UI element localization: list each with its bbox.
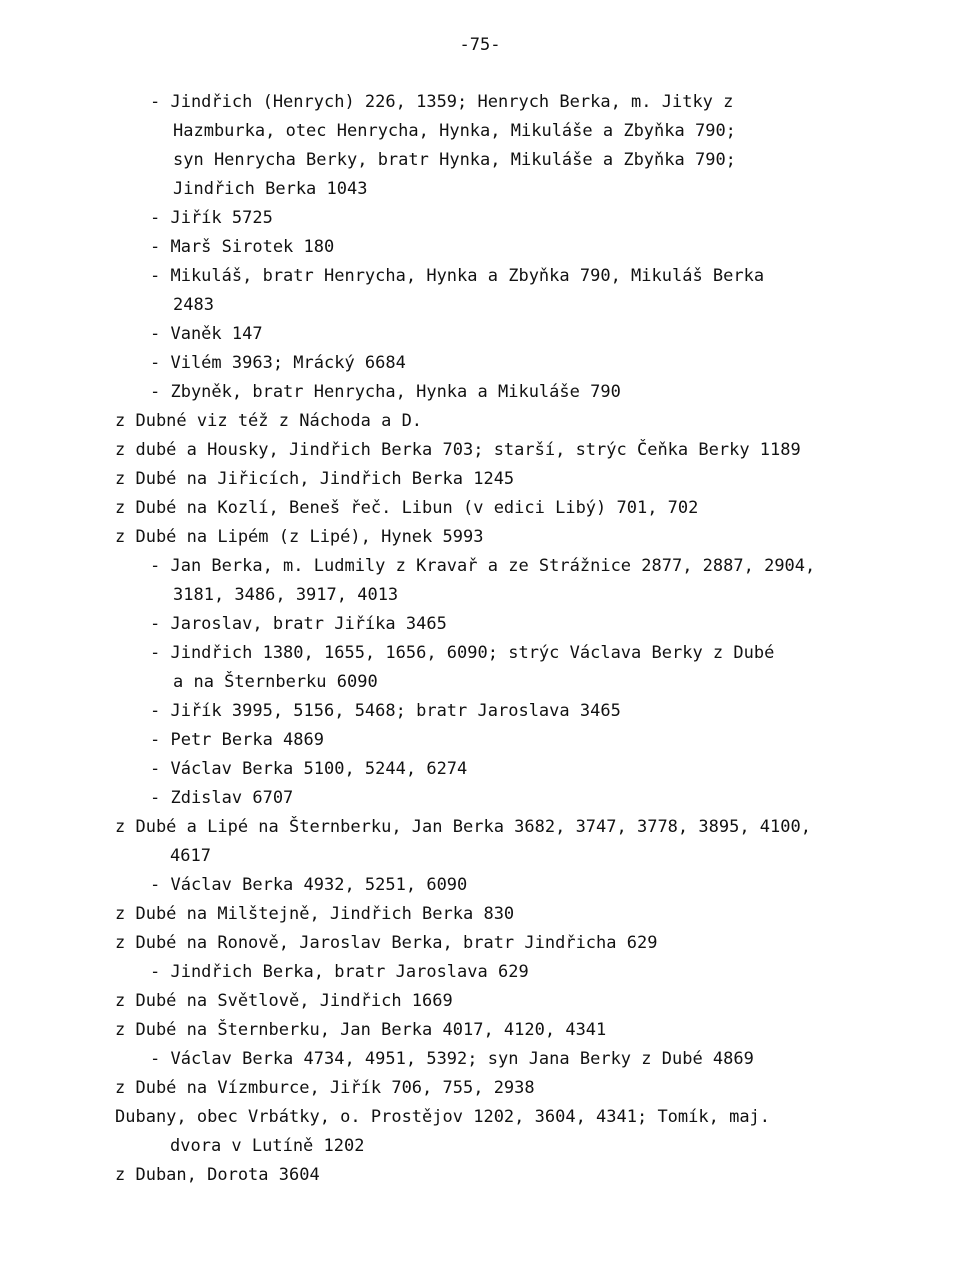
- index-entry: z Dubé na Vízmburce, Jiřík 706, 755, 2938: [115, 1078, 535, 1098]
- index-entry: - Jan Berka, m. Ludmily z Kravař a ze Strážnice 2877, 2887, 2904,: [150, 556, 816, 576]
- index-entry: - Václav Berka 5100, 5244, 6274: [150, 759, 468, 779]
- index-entry: z Dubé na Světlově, Jindřich 1669: [115, 991, 453, 1011]
- index-entry: - Jaroslav, bratr Jiříka 3465: [150, 614, 447, 634]
- index-entry-continuation: 3181, 3486, 3917, 4013: [173, 585, 399, 605]
- index-entry: - Jindřich 1380, 1655, 1656, 6090; strýc Václava Berky z Dubé: [150, 643, 775, 663]
- index-entry-continuation: syn Henrycha Berky, bratr Hynka, Mikuláše a Zbyňka 790;: [173, 150, 736, 170]
- index-entry: - Jindřich Berka, bratr Jaroslava 629: [150, 962, 529, 982]
- index-entry: - Mikuláš, bratr Henrycha, Hynka a Zbyňka 790, Mikuláš Berka: [150, 266, 765, 286]
- index-entry: - Vaněk 147: [150, 324, 263, 344]
- index-entry: - Jiřík 5725: [150, 208, 273, 228]
- index-entry: z Dubné viz též z Náchoda a D.: [115, 411, 423, 431]
- index-entry: z Dubé a Lipé na Šternberku, Jan Berka 3682, 3747, 3778, 3895, 4100,: [115, 817, 811, 837]
- index-entry-continuation: Hazmburka, otec Henrycha, Hynka, Mikuláše a Zbyňka 790;: [173, 121, 736, 141]
- index-entry: z Dubé na Lipém (z Lipé), Hynek 5993: [115, 527, 484, 547]
- page-number: -75-: [459, 35, 501, 55]
- index-entry: z Dubé na Šternberku, Jan Berka 4017, 4120, 4341: [115, 1020, 607, 1040]
- index-entry: z Dubé na Milštejně, Jindřich Berka 830: [115, 904, 515, 924]
- index-entry-continuation: dvora v Lutíně 1202: [170, 1136, 365, 1156]
- index-entry: - Jiřík 3995, 5156, 5468; bratr Jaroslava 3465: [150, 701, 621, 721]
- index-entry: - Václav Berka 4932, 5251, 6090: [150, 875, 468, 895]
- index-entry: - Petr Berka 4869: [150, 730, 324, 750]
- index-entry: - Marš Sirotek 180: [150, 237, 335, 257]
- index-entry: z Dubé na Ronově, Jaroslav Berka, bratr Jindřicha 629: [115, 933, 658, 953]
- index-entry: - Václav Berka 4734, 4951, 5392; syn Jana Berky z Dubé 4869: [150, 1049, 754, 1069]
- index-entry-continuation: Jindřich Berka 1043: [173, 179, 368, 199]
- index-entry: z Dubé na Jiřicích, Jindřich Berka 1245: [115, 469, 515, 489]
- index-entry: z dubé a Housky, Jindřich Berka 703; starší, strýc Čeňka Berky 1189: [115, 440, 801, 460]
- index-entry: - Vilém 3963; Mrácký 6684: [150, 353, 406, 373]
- index-entry: z Dubé na Kozlí, Beneš řeč. Libun (v edici Libý) 701, 702: [115, 498, 699, 518]
- index-entry: z Duban, Dorota 3604: [115, 1165, 320, 1185]
- index-entry: - Jindřich (Henrych) 226, 1359; Henrych Berka, m. Jitky z: [150, 92, 734, 112]
- index-entry-continuation: 4617: [170, 846, 211, 866]
- index-entry: Dubany, obec Vrbátky, o. Prostějov 1202, 3604, 4341; Tomík, maj.: [115, 1107, 771, 1127]
- index-entry-continuation: 2483: [173, 295, 214, 315]
- index-entries: [0, 88, 960, 1190]
- index-entry-continuation: a na Šternberku 6090: [173, 672, 378, 692]
- index-entry: - Zdislav 6707: [150, 788, 294, 808]
- index-entry: - Zbyněk, bratr Henrycha, Hynka a Mikuláše 790: [150, 382, 621, 402]
